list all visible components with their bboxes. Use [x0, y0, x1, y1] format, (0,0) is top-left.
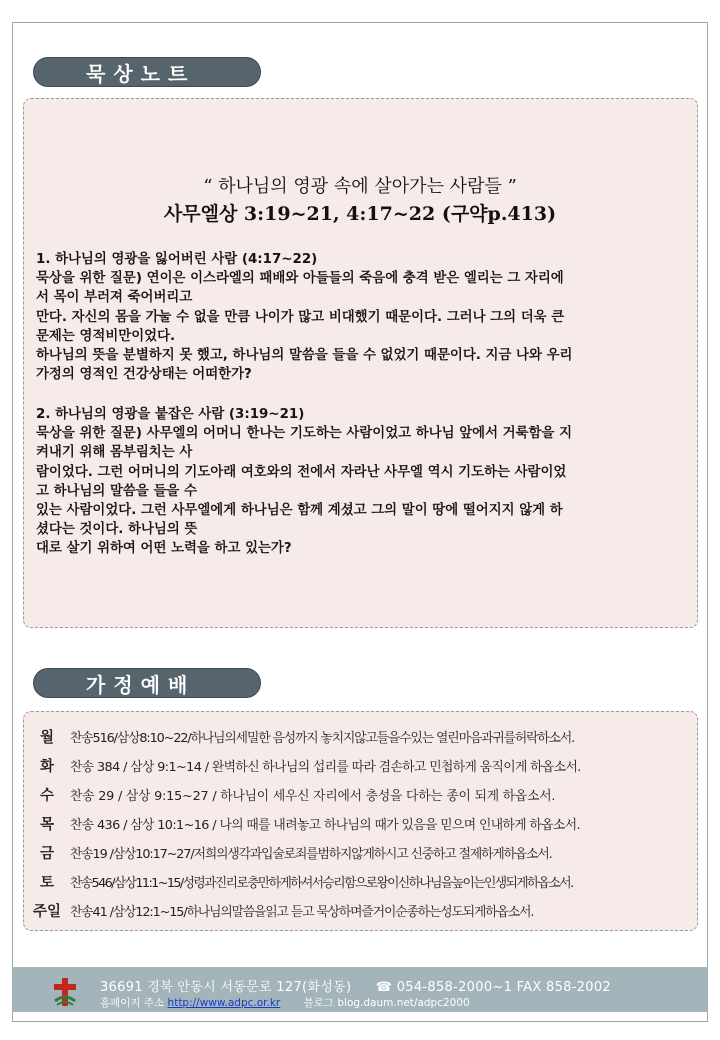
section-line: 대로 살기 위하여 어떤 노력을 하고 있는가? [36, 541, 292, 557]
section-line: 문제는 영적비만이었다. [36, 328, 176, 344]
worship-text: 찬송 436 / 삼상 10:1~16 / 나의 때를 내려놓고 하나님의 때가 있음을 믿으며 인내하게 하옵소서. [70, 817, 580, 833]
homepage-link[interactable]: http://www.adpc.or.kr [167, 997, 281, 1009]
section-heading: 1. 하나님의 영광을 잃어버린 사람 (4:17~22) [36, 252, 318, 267]
worship-row-monday [24, 722, 696, 750]
day-label: 화 [39, 758, 54, 775]
section-line: 있는 사람이었다. 그런 사무엘에게 하나님은 함께 계셨고 그의 말이 땅에 떨어지지 않게 하 [36, 503, 563, 519]
blog-address: 블로그 blog.daum.net/adpc2000 [303, 997, 470, 1009]
section-line: 가정의 영적인 건강상태는 어떠한가? [36, 367, 252, 383]
church-cross-logo-icon [52, 977, 78, 1007]
section-line: 람이었다. 그런 어머니의 기도아래 여호와의 전에서 자라난 사무엘 역시 기도하는 사람이었 [36, 464, 567, 480]
footer-bar [12, 967, 708, 1012]
worship-text: 찬송 384 / 삼상 9:1~14 / 완벽하신 하나님의 섭리를 따라 겸손하고 민첩하게 움직이게 하옵소서. [70, 759, 581, 775]
footer-address: 36691 경북 안동시 서동문로 127(화성동) [100, 980, 352, 995]
section-heading: 2. 하나님의 영광을 붙잡은 사람 (3:19~21) [36, 407, 305, 422]
meditation-header-label: 묵상노트 [86, 61, 196, 86]
day-label: 토 [39, 874, 54, 891]
worship-row-tuesday [24, 751, 696, 779]
family-worship-header-label: 가정예배 [86, 672, 196, 697]
footer-links [100, 995, 470, 1010]
section-line: 고 하나님의 말씀을 들을 수 [36, 483, 197, 499]
section-line: 서 목이 부러져 죽어버리고 [36, 290, 193, 306]
meditation-header [33, 57, 261, 87]
family-worship-header [33, 668, 261, 698]
meditation-section-1 [36, 250, 688, 384]
section-line: 하나님의 뜻을 분별하지 못 했고, 하나님의 말씀을 들을 수 없었기 때문이다. 지금 나와 우리 [36, 348, 573, 364]
worship-text: 찬송 29 / 삼상 9:15~27 / 하나님이 세우신 자리에서 충성을 다하는 종이 되게 하옵소서. [70, 788, 556, 804]
section-line: 만다. 자신의 몸을 가눌 수 없을 만큼 나이가 많고 비대했기 때문이다. 그러나 그의 더욱 큰 [36, 309, 565, 325]
footer-contact [100, 976, 611, 995]
worship-row-thursday [24, 809, 696, 837]
section-line: 켜내기 위해 몸부림치는 사 [36, 445, 193, 461]
day-label: 목 [39, 816, 54, 833]
homepage-label: 홈페이지 주소 [100, 997, 165, 1009]
worship-row-saturday [24, 867, 696, 895]
day-label: 금 [39, 845, 54, 862]
worship-text: 찬송516/삼상8:10~22/하나님의세밀한 음성까지 놓치지않고들을수있는 열린마음과귀를허락하소서. [70, 730, 575, 746]
day-label: 월 [39, 729, 54, 746]
footer-phone: ☎ 054-858-2000~1 FAX 858-2002 [375, 980, 611, 995]
worship-row-friday [24, 838, 696, 866]
worship-text: 찬송41 /삼상12:1~15/하나님의말씀을읽고 듣고 묵상하며즐거이순종하는성도되게하옵소서. [70, 904, 534, 920]
section-line: 묵상을 위한 질문) 사무엘의 어머니 한나는 기도하는 사람이었고 하나님 앞에서 거룩함을 지 [36, 426, 573, 442]
worship-row-sunday [24, 896, 696, 924]
section-line: 셨다는 것이다. 하나님의 뜻 [36, 522, 198, 538]
scripture-reference: 사무엘상 3:19~21, 4:17~22 (구약p.413) [163, 203, 557, 225]
meditation-section-2 [36, 405, 688, 559]
worship-row-wednesday [24, 780, 696, 808]
meditation-title: “ 하나님의 영광 속에 살아가는 사람들 ” [203, 176, 517, 197]
worship-text: 찬송546/삼상11:1~15/성령과진리로충만하게하셔서승리함으로왕이신하나님을높이는인생되게하옵소서. [70, 875, 573, 891]
day-label: 주일 [32, 903, 61, 920]
day-label: 수 [39, 787, 54, 804]
worship-text: 찬송19 /삼상10:17~27/저희의생각과입술로죄를범하지않게하시고 신중하고 절제하게하옵소서. [70, 846, 552, 862]
section-line: 묵상을 위한 질문) 연이은 이스라엘의 패배와 아들들의 죽음에 충격 받은 엘리는 그 자리에 [36, 271, 564, 287]
